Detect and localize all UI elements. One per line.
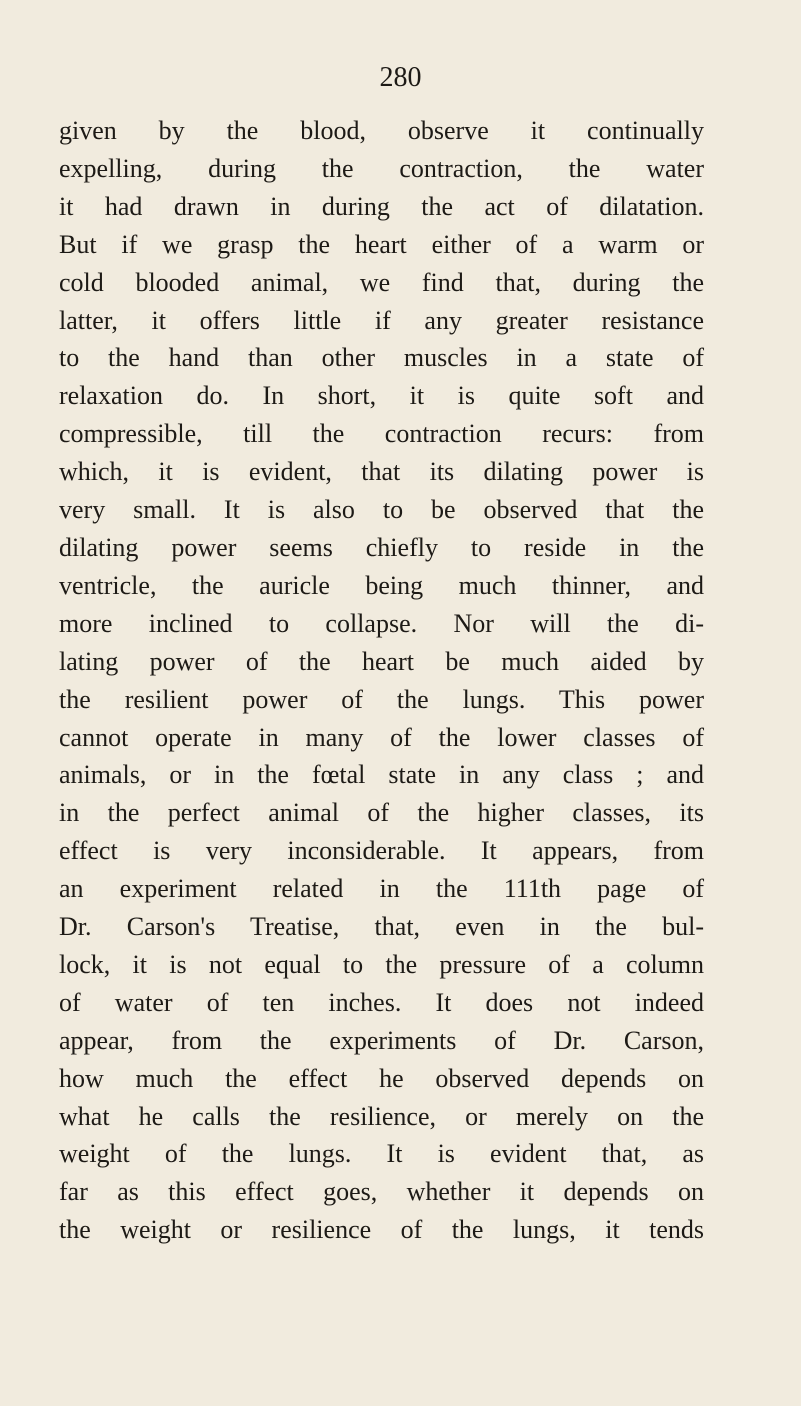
text-line: cannot operate in many of the lower classes of: [59, 722, 704, 752]
text-line: But if we grasp the heart either of a warm or: [59, 229, 704, 259]
text-line: far as this effect goes, whether it depends on: [59, 1177, 704, 1207]
text-line: expelling, during the contraction, the water: [59, 153, 704, 183]
text-line: the weight or resilience of the lungs, it tends: [59, 1215, 704, 1245]
text-line: in the perfect animal of the higher classes, its: [59, 798, 704, 828]
text-line: ventricle, the auricle being much thinner, and: [59, 570, 704, 600]
text-line: how much the effect he observed depends on: [59, 1063, 704, 1093]
text-line: an experiment related in the 111th page of: [59, 874, 704, 904]
text-line: animals, or in the fœtal state in any class ; and: [59, 760, 704, 790]
text-line: dilating power seems chiefly to reside in the: [59, 532, 704, 562]
text-line: the resilient power of the lungs. This power: [59, 684, 704, 714]
text-line: it had drawn in during the act of dilatation.: [59, 191, 704, 221]
text-line: lating power of the heart be much aided by: [59, 646, 704, 676]
text-line: to the hand than other muscles in a state of: [59, 343, 704, 373]
text-line: very small. It is also to be observed that the: [59, 495, 704, 525]
text-line: more inclined to collapse. Nor will the di-: [59, 608, 704, 638]
text-line: latter, it offers little if any greater resistance: [59, 305, 704, 335]
text-line: lock, it is not equal to the pressure of a column: [59, 949, 704, 979]
text-line: given by the blood, observe it continually: [59, 116, 704, 145]
text-line: effect is very inconsiderable. It appears, from: [59, 836, 704, 866]
text-line: compressible, till the contraction recurs: from: [59, 419, 704, 449]
text-line: appear, from the experiments of Dr. Carson,: [59, 1025, 704, 1055]
text-line: which, it is evident, that its dilating power is: [59, 457, 704, 487]
text-line: of water of ten inches. It does not indeed: [59, 987, 704, 1017]
text-line: cold blooded animal, we find that, during the: [59, 267, 704, 297]
body-text: [59, 112, 704, 1249]
text-line: relaxation do. In short, it is quite soft and: [59, 381, 704, 411]
text-line: Dr. Carson's Treatise, that, even in the bul-: [59, 912, 704, 942]
text-line: what he calls the resilience, or merely on the: [59, 1101, 704, 1131]
text-line: weight of the lungs. It is evident that, as: [59, 1139, 704, 1169]
page-number: 280: [379, 62, 422, 93]
